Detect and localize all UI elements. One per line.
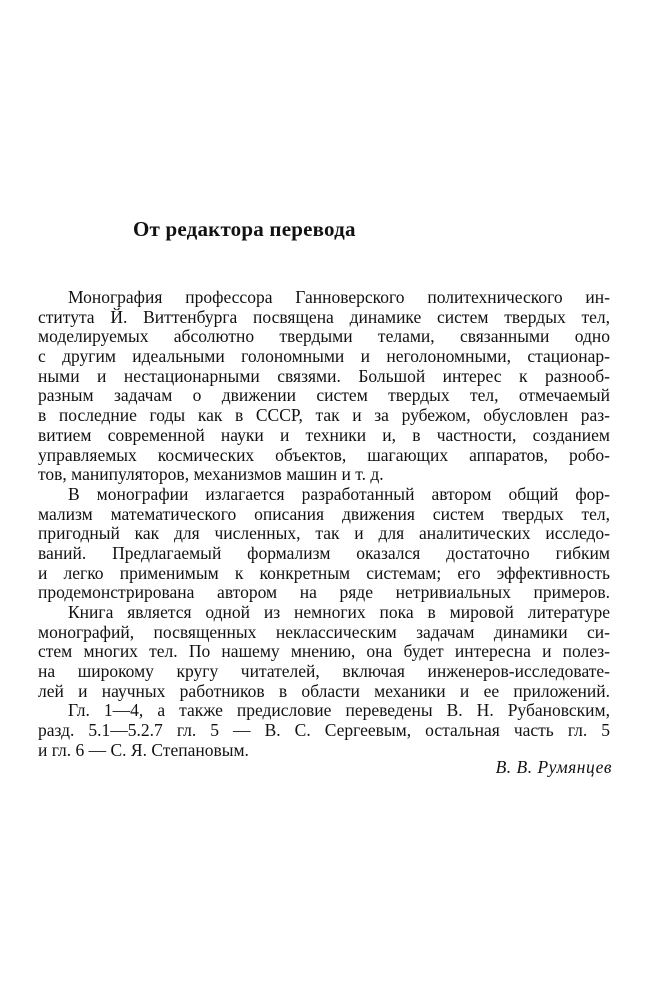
paragraph-1 xyxy=(38,288,610,485)
text-line: разным задачам о движении систем твердых тел, отмечаемый xyxy=(38,385,610,406)
text-line: монографий, посвященных неклассическим задачам динамики си- xyxy=(38,621,610,642)
text-line: стем многих тел. По нашему мнению, она будет интересна и полез- xyxy=(38,641,610,662)
text-line: пригодный как для численных, так и для аналитических исследо- xyxy=(38,523,610,544)
text-line: мализм математического описания движения систем твердых тел, xyxy=(38,503,610,524)
text-line: лей и научных работников в области механики и ее приложений. xyxy=(38,680,610,701)
text-line: разд. 5.1—5.2.7 гл. 5 — В. С. Сергеевым, остальная часть гл. 5 xyxy=(38,720,610,741)
paragraph-2 xyxy=(38,485,610,603)
text-line: Книга является одной из немногих пока в мировой литературе xyxy=(68,602,610,622)
text-line: Гл. 1—4, а также предисловие переведены В. Н. Рубановским, xyxy=(68,700,610,721)
text-line: и гл. 6 — С. Я. Степановым. xyxy=(38,739,249,760)
text-line: витием современной науки и техники и, в частности, созданием xyxy=(38,424,610,445)
text-line: моделируемых абсолютно твердыми телами, связанными одно xyxy=(38,326,610,347)
text-line: ститута Й. Виттенбурга посвящена динамике систем твердых тел, xyxy=(38,306,610,327)
text-line: Монография профессора Ганноверского политехнического ин- xyxy=(68,287,610,307)
text-line: и легко применимым к конкретным системам; его эффективность xyxy=(38,562,610,583)
text-line: с другим идеальными голономными и неголономными, стационар- xyxy=(38,346,610,367)
text-line: управляемых космических объектов, шагающих аппаратов, робо- xyxy=(38,444,610,465)
text-line: в последние годы как в СССР, так и за рубежом, обусловлен раз- xyxy=(38,405,610,426)
text-line: В монографии излагается разработанный автором общий фор- xyxy=(68,483,610,504)
text-line: ваний. Предлагаемый формализм оказался достаточно гибким xyxy=(38,542,610,563)
preface-body xyxy=(38,288,610,761)
page-title: От редактора перевода xyxy=(133,217,356,241)
editor-signature: В. В. Румянцев xyxy=(495,757,612,777)
text-line: тов, манипуляторов, механизмов машин и т. д. xyxy=(38,464,384,485)
text-line: ными и нестационарными связями. Большой интерес к разнооб- xyxy=(38,365,610,386)
text-line: на широкому кругу читателей, включая инженеров-исследовате- xyxy=(38,661,610,682)
paragraph-3 xyxy=(38,603,610,701)
text-line: продемонстрирована автором на ряде нетривиальных примеров. xyxy=(38,582,610,603)
paragraph-4 xyxy=(38,701,610,760)
